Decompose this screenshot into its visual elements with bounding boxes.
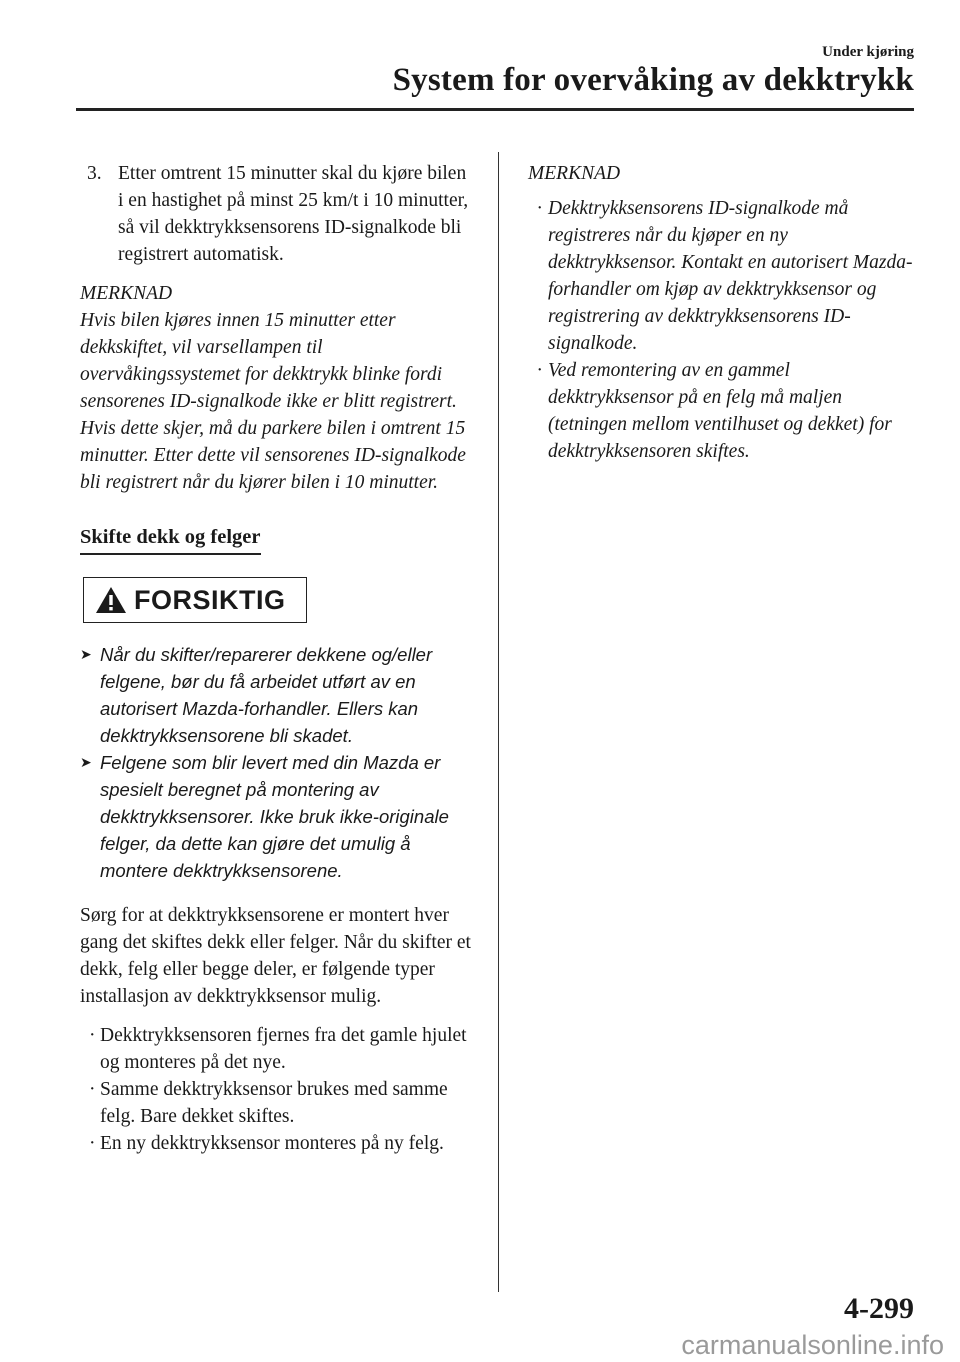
header-rule [76,108,914,111]
caution-label: FORSIKTIG [134,584,286,615]
warning-icon [94,585,128,615]
note-text: Hvis bilen kjøres innen 15 minutter etter dekkskiftet, vil varsellampen til overvåkingssystemet for dekktrykk blinke fordi sensorenes ID-signalkode ikke er blitt registrert. Hvis dette skjer, må du parkere bilen i omtrent 15 minutter. Etter dette vil sensorenes ID-signalkode bli registrert når du kjører bilen i 10 minutter. [80,310,466,493]
bullet-dot-icon: · [537,198,542,219]
list-item [80,1022,472,1076]
bullet-dot-icon: · [89,1025,96,1046]
caution-list [80,641,472,884]
right-column [528,160,920,465]
list-item-text: Samme dekktrykksensor brukes med samme felg. Bare dekket skiftes. [100,1079,448,1127]
watermark: carmanualsonline.info [681,1330,944,1360]
list-item-text: Dekktrykksensorens ID-signalkode må registreres når du kjøper en ny dekktrykksensor. Kontakt en autorisert Mazda-forhandler om kjøp av dekktrykksensor og registrering av dekktrykksensorens ID-signalkode. [548,198,913,354]
page-number: 4-299 [844,1292,914,1325]
list-item-text: Dekktrykksensoren fjernes fra det gamle hjulet og monteres på det nye. [100,1025,467,1073]
arrow-bullet-icon: ➤ [80,646,92,662]
bullet-dot-icon: · [537,360,542,381]
list-item-text: En ny dekktrykksensor monteres på ny felg. [100,1133,444,1154]
note-list [528,195,920,465]
bullet-dot-icon: · [89,1079,96,1100]
caution-item [80,641,472,749]
step-3 [80,160,472,268]
page-title: System for overvåking av dekktrykk [392,62,914,98]
bullet-dot-icon: · [89,1133,96,1154]
body-paragraph: Sørg for at dekktrykksensorene er montert hver gang det skiftes dekk eller felger. Når du skifter et dekk, felg eller begge deler, er følgende typer installasjon av dekktrykksensor mulig. [80,905,471,1007]
section-subtitle: Under kjøring [822,44,914,60]
section-heading: Skifte dekk og felger [80,524,261,555]
list-item-text: Ved remontering av en gammel dekktrykksensor på en felg må maljen (tetningen mellom ventilhuset og dekket) for dekktrykksensoren skiftes. [548,360,892,462]
step-number: 3. [87,163,102,184]
list-item [528,357,920,465]
step-text: Etter omtrent 15 minutter skal du kjøre bilen i en hastighet på minst 25 km/t i 10 minutter, så vil dekktrykksensorens ID-signalkode bli registrert automatisk. [118,163,469,265]
caution-item-text: Felgene som blir levert med din Mazda er spesielt beregnet på montering av dekktrykksensorer. Ikke bruk ikke-originale felger, da dette kan gjøre det umulig å montere dekktrykksensorene. [100,752,449,881]
caution-item-text: Når du skifter/reparerer dekkene og/eller felgene, bør du få arbeidet utført av en autorisert Mazda-forhandler. Ellers kan dekktrykksensorene bli skadet. [100,644,433,746]
caution-box [83,577,307,623]
list-item [80,1076,472,1130]
list-item [80,1130,472,1157]
arrow-bullet-icon: ➤ [80,754,92,770]
column-divider [498,152,499,1292]
left-column [80,160,472,1157]
list-item [528,195,920,357]
installation-list [80,1022,472,1157]
note-heading: MERKNAD [528,163,621,184]
caution-item [80,749,472,884]
note-heading: MERKNAD [80,283,173,304]
